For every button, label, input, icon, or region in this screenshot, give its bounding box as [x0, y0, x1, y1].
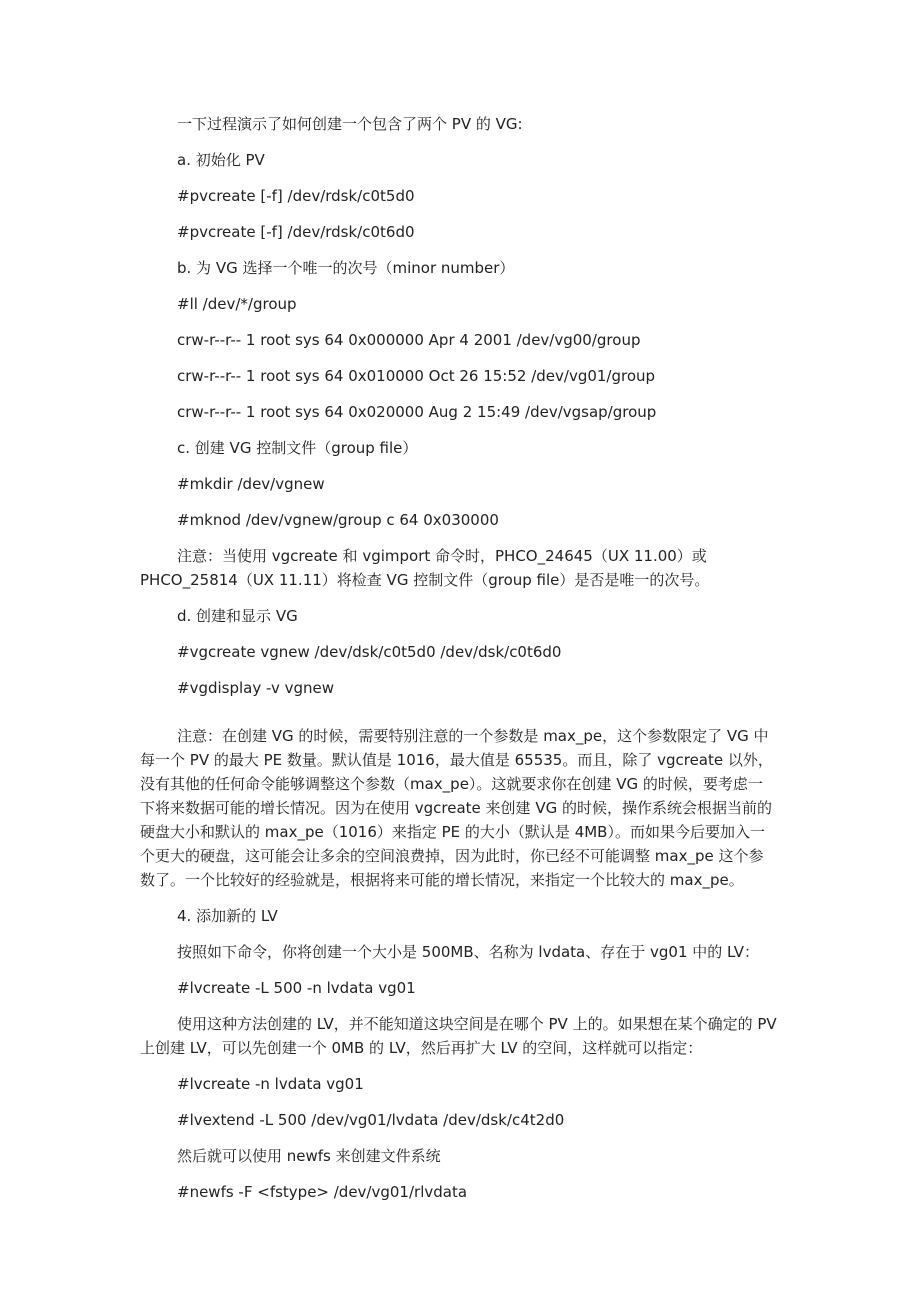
text-line: 注意：在创建 VG 的时候，需要特别注意的一个参数是 max_pe，这个参数限定了 VG 中 [177, 727, 769, 745]
text-line: crw-r--r-- 1 root sys 64 0x000000 Apr 4 2001 /dev/vg00/group [177, 331, 641, 349]
text-line: 没有其他的任何命令能够调整这个参数（max_pe）。这就要求你在创建 VG 的时候，要考虑一 [140, 775, 763, 793]
text-line: c. 创建 VG 控制文件（group file） [177, 439, 418, 457]
text-line: #lvextend -L 500 /dev/vg01/lvdata /dev/dsk/c4t2d0 [177, 1111, 565, 1129]
text-line: b. 为 VG 选择一个唯一的次号（minor number） [177, 259, 515, 277]
text-line: 注意：当使用 vgcreate 和 vgimport 命令时，PHCO_24645（UX 11.00）或 [177, 547, 707, 565]
paragraph [140, 184, 790, 208]
paragraph [140, 256, 790, 280]
text-line: 使用这种方法创建的 LV，并不能知道这块空间是在哪个 PV 上的。如果想在某个确定的 PV [177, 1015, 777, 1033]
text-line: a. 初始化 PV [177, 151, 265, 169]
document-body [140, 112, 790, 1216]
text-line: #newfs -F <fstype> /dev/vg01/rlvdata [177, 1183, 468, 1201]
text-line: 个更大的硬盘，这可能会让多余的空间浪费掉，因为此时，你已经不可能调整 max_pe 这个参 [140, 847, 764, 865]
text-line: #pvcreate [-f] /dev/rdsk/c0t5d0 [177, 187, 415, 205]
paragraph [140, 508, 790, 532]
paragraph [140, 1180, 790, 1204]
paragraph [140, 1108, 790, 1132]
text-line: #ll /dev/*/group [177, 295, 297, 313]
paragraph [140, 940, 790, 964]
text-line: crw-r--r-- 1 root sys 64 0x010000 Oct 26 15:52 /dev/vg01/group [177, 367, 656, 385]
paragraph [140, 112, 790, 136]
paragraph [140, 976, 790, 1000]
text-line: 4. 添加新的 LV [177, 907, 278, 925]
text-line: 每一个 PV 的最大 PE 数量。默认值是 1016，最大值是 65535。而且，除了 vgcreate 以外， [140, 751, 773, 769]
paragraph [140, 400, 790, 424]
paragraph [140, 292, 790, 316]
text-line: #lvcreate -n lvdata vg01 [177, 1075, 364, 1093]
text-line: 下将来数据可能的增长情况。因为在使用 vgcreate 来创建 VG 的时候，操作系统会根据当前的 [140, 799, 772, 817]
text-line: #mknod /dev/vgnew/group c 64 0x030000 [177, 511, 499, 529]
paragraph [140, 676, 790, 700]
text-line: 硬盘大小和默认的 max_pe（1016）来指定 PE 的大小（默认是 4MB）。而如果今后要加入一 [140, 823, 765, 841]
paragraph [140, 220, 790, 244]
paragraph [140, 904, 790, 928]
text-line: #lvcreate -L 500 -n lvdata vg01 [177, 979, 416, 997]
paragraph [140, 1012, 790, 1060]
paragraph [140, 472, 790, 496]
text-line: crw-r--r-- 1 root sys 64 0x020000 Aug 2 15:49 /dev/vgsap/group [177, 403, 657, 421]
paragraph [140, 328, 790, 352]
text-line: d. 创建和显示 VG [177, 607, 298, 625]
paragraph [140, 544, 790, 592]
paragraph [140, 364, 790, 388]
text-line: #vgcreate vgnew /dev/dsk/c0t5d0 /dev/dsk/c0t6d0 [177, 643, 562, 661]
paragraph [140, 148, 790, 172]
text-line: 上创建 LV，可以先创建一个 0MB 的 LV，然后再扩大 LV 的空间，这样就可以指定： [140, 1039, 703, 1057]
text-line: PHCO_25814（UX 11.11）将检查 VG 控制文件（group file）是否是唯一的次号。 [140, 571, 710, 589]
text-line: #pvcreate [-f] /dev/rdsk/c0t6d0 [177, 223, 415, 241]
paragraph [140, 436, 790, 460]
paragraph [140, 640, 790, 664]
text-line: 按照如下命令，你将创建一个大小是 500MB、名称为 lvdata、存在于 vg01 中的 LV： [177, 943, 759, 961]
text-line: #mkdir /dev/vgnew [177, 475, 325, 493]
paragraph [140, 604, 790, 628]
text-line: 数了。一个比较好的经验就是，根据将来可能的增长情况，来指定一个比较大的 max_pe。 [140, 871, 744, 889]
paragraph [140, 1072, 790, 1096]
paragraph [140, 724, 790, 892]
text-line: 一下过程演示了如何创建一个包含了两个 PV 的 VG: [177, 115, 523, 133]
paragraph [140, 1144, 790, 1168]
text-line: #vgdisplay -v vgnew [177, 679, 335, 697]
text-line: 然后就可以使用 newfs 来创建文件系统 [177, 1147, 441, 1165]
